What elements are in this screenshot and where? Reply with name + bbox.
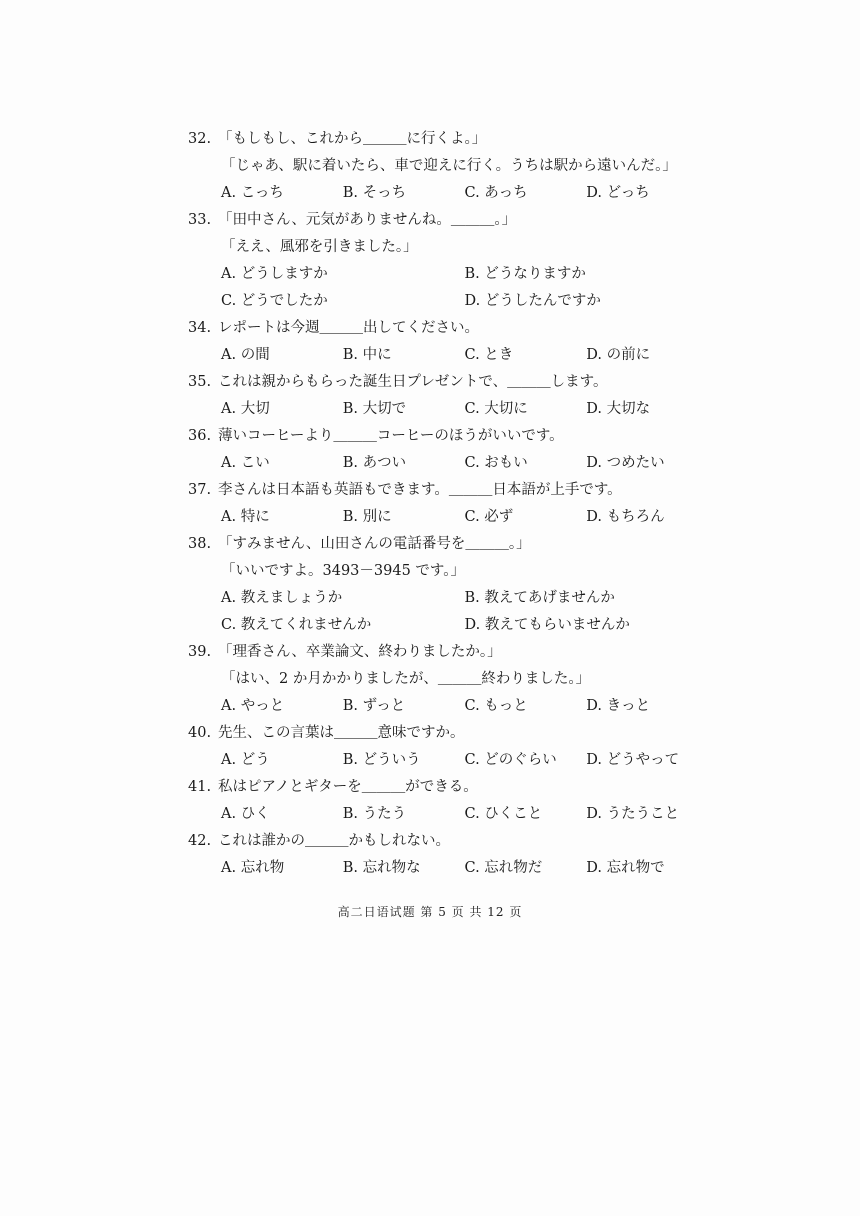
option-row xyxy=(188,693,708,720)
question-stem xyxy=(188,774,708,801)
answer-option: A. ひく xyxy=(221,806,270,822)
answer-option: C. とき xyxy=(464,347,514,363)
answer-option: C. どのぐらい xyxy=(464,752,557,768)
option-row xyxy=(188,288,708,315)
option-row xyxy=(188,612,708,639)
answer-option: C. 大切に xyxy=(464,401,528,417)
answer-option: D. うたうこと xyxy=(586,806,680,822)
question-block xyxy=(188,477,708,531)
question-block xyxy=(188,639,708,720)
answer-option: D. どうやって xyxy=(586,752,680,768)
question-stem xyxy=(188,423,708,450)
question-number: 40. xyxy=(188,725,212,741)
question-stem xyxy=(188,720,708,747)
question-text: これは誰かの＿＿＿かもしれない。 xyxy=(218,833,450,849)
question-stem xyxy=(188,477,708,504)
answer-option: B. どうなりますか xyxy=(464,266,586,282)
question-stem xyxy=(188,315,708,342)
question-dialogue-line xyxy=(188,666,708,693)
answer-option: D. つめたい xyxy=(586,455,665,471)
answer-option: B. どういう xyxy=(342,752,421,768)
question-text: 「じゃあ、駅に着いたら、車で迎えに行く。うちは駅から遠いんだ。」 xyxy=(221,158,677,174)
answer-option: D. 大切な xyxy=(586,401,651,417)
answer-option: C. もっと xyxy=(464,698,528,714)
answer-option: A. こい xyxy=(221,455,270,471)
answer-option: D. どうしたんですか xyxy=(464,293,601,309)
question-text: 先生、この言葉は＿＿＿意味ですか。 xyxy=(218,725,465,741)
question-number: 37. xyxy=(188,482,212,498)
question-stem xyxy=(188,828,708,855)
answer-option: B. 教えてあげませんか xyxy=(464,590,615,606)
answer-option: C. 必ず xyxy=(464,509,514,525)
question-dialogue-line xyxy=(188,234,708,261)
answer-option: B. あつい xyxy=(342,455,407,471)
answer-option: A. やっと xyxy=(221,698,285,714)
answer-option: A. 特に xyxy=(221,509,270,525)
option-row xyxy=(188,801,708,828)
question-number: 33. xyxy=(188,212,212,228)
question-block xyxy=(188,207,708,315)
question-text: 「すみません、山田さんの電話番号を＿＿＿。」 xyxy=(218,536,531,552)
answer-option: D. の前に xyxy=(586,347,651,363)
question-stem xyxy=(188,369,708,396)
answer-option: A. こっち xyxy=(221,185,284,201)
answer-option: A. 忘れ物 xyxy=(221,860,285,876)
question-text: 李さんは日本語も英語もできます。＿＿＿日本語が上手です。 xyxy=(218,482,622,498)
answer-option: B. 別に xyxy=(342,509,392,525)
question-number: 38. xyxy=(188,536,212,552)
question-stem xyxy=(188,639,708,666)
answer-option: D. きっと xyxy=(586,698,651,714)
answer-option: C. あっち xyxy=(464,185,528,201)
answer-option: C. 教えてくれませんか xyxy=(221,617,372,633)
option-row xyxy=(188,342,708,369)
answer-option: B. ずっと xyxy=(342,698,406,714)
answer-option: D. 忘れ物で xyxy=(586,860,665,876)
question-block xyxy=(188,531,708,639)
question-block xyxy=(188,126,708,207)
question-number: 41. xyxy=(188,779,212,795)
question-text: これは親からもらった誕生日プレゼントで、＿＿＿します。 xyxy=(218,374,608,390)
question-text: 薄いコーヒーより＿＿＿コーヒーのほうがいいです。 xyxy=(218,428,564,444)
answer-option: B. そっち xyxy=(342,185,407,201)
answer-option: A. 大切 xyxy=(221,401,270,417)
option-row xyxy=(188,180,708,207)
question-text: 私はピアノとギターを＿＿＿ができる。 xyxy=(218,779,478,795)
question-text: 「田中さん、元気がありませんね。＿＿＿。」 xyxy=(218,212,517,228)
question-dialogue-line xyxy=(188,558,708,585)
answer-option: C. おもい xyxy=(464,455,528,471)
question-number: 35. xyxy=(188,374,212,390)
question-text: 「理香さん、卒業論文、終わりましたか。」 xyxy=(218,644,502,660)
answer-option: B. 忘れ物な xyxy=(342,860,421,876)
answer-option: D. どっち xyxy=(586,185,650,201)
answer-option: B. 大切で xyxy=(342,401,407,417)
question-dialogue-line xyxy=(188,153,708,180)
option-row xyxy=(188,450,708,477)
question-block xyxy=(188,369,708,423)
answer-option: B. うたう xyxy=(342,806,407,822)
answer-option: D. 教えてもらいませんか xyxy=(464,617,630,633)
question-stem xyxy=(188,531,708,558)
question-text: 「いいですよ。3493－3945 です。」 xyxy=(221,563,466,579)
option-row xyxy=(188,585,708,612)
question-number: 39. xyxy=(188,644,212,660)
question-block xyxy=(188,828,708,882)
option-row xyxy=(188,396,708,423)
answer-option: A. どうしますか xyxy=(221,266,328,282)
option-row xyxy=(188,504,708,531)
option-row xyxy=(188,261,708,288)
answer-option: C. ひくこと xyxy=(464,806,543,822)
answer-option: A. 教えましょうか xyxy=(221,590,343,606)
answer-option: A. の間 xyxy=(221,347,270,363)
question-text: レポートは今週＿＿＿出してください。 xyxy=(218,320,479,336)
page-footer: 高二日语试题 第 5 页 共 12 页 xyxy=(337,905,523,919)
option-row xyxy=(188,747,708,774)
question-number: 32. xyxy=(188,131,212,147)
question-number: 36. xyxy=(188,428,212,444)
answer-option: C. 忘れ物だ xyxy=(464,860,543,876)
answer-option: B. 中に xyxy=(342,347,392,363)
answer-option: D. もちろん xyxy=(586,509,665,525)
question-block xyxy=(188,315,708,369)
question-number: 34. xyxy=(188,320,212,336)
question-text: 「はい、2 か月かかりましたが、＿＿＿終わりました。」 xyxy=(221,671,591,687)
question-block xyxy=(188,423,708,477)
question-list xyxy=(188,126,708,882)
question-block xyxy=(188,720,708,774)
answer-option: C. どうでしたか xyxy=(221,293,328,309)
question-text: 「ええ、風邪を引きました。」 xyxy=(221,239,418,255)
question-text: 「もしもし、これから＿＿＿に行くよ。」 xyxy=(218,131,487,147)
option-row xyxy=(188,855,708,882)
question-number: 42. xyxy=(188,833,212,849)
answer-option: A. どう xyxy=(221,752,270,768)
question-stem xyxy=(188,126,708,153)
question-stem xyxy=(188,207,708,234)
question-block xyxy=(188,774,708,828)
